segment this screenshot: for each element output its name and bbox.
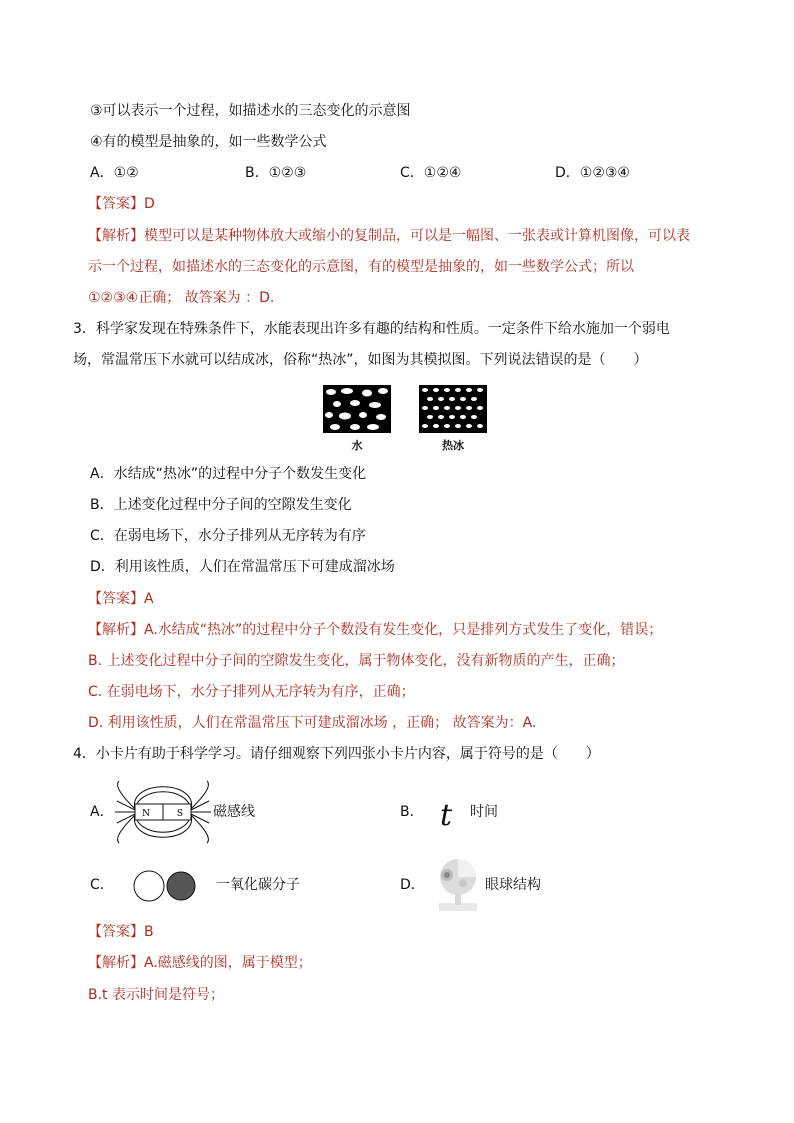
carbon-monoxide-molecule-image (132, 869, 198, 903)
q3-analysis-line-1: 【解析】A.水结成“热冰”的过程中分子个数没有发生变化，只是排列方式发生了变化，错误； (88, 622, 663, 638)
q4-analysis-line-1: 【解析】A.磁感线的图，属于模型； (88, 955, 312, 971)
q3-stem-line-1: 3．科学家发现在特殊条件下，水能表现出许多有趣的结构和性质。一定条件下给水施加一个弱电 (73, 321, 670, 337)
hot-ice-image-label: 热冰 (442, 439, 464, 452)
q3-answer: 【答案】A (88, 591, 154, 607)
magnetic-field-lines-image (113, 779, 213, 845)
q3-stem-line-2: 场，常温常压下水就可以结成冰，俗称“热冰”，如图为其模拟图。下列说法错误的是（ ） (73, 352, 648, 368)
q3-analysis-line-4: D. 利用该性质，人们在常温常压下可建成溜冰场 ，正确； 故答案为：A. (88, 715, 537, 731)
q3-option-d: D．利用该性质，人们在常温常压下可建成溜冰场 (90, 559, 395, 575)
q4-card-b-letter: B． (400, 804, 424, 820)
q4-card-d-label: 眼球结构 (485, 877, 541, 893)
q4-card-c-label: 一氧化碳分子 (216, 877, 300, 893)
q2-option-b: B．①②③ (245, 165, 307, 181)
q2-option-c: C．①②④ (400, 165, 462, 181)
q3-option-b: B．上述变化过程中分子间的空隙发生变化 (90, 497, 352, 513)
hot-ice-image (419, 385, 487, 433)
q3-option-c: C．在弱电场下，水分子排列从无序转为有序 (90, 528, 366, 544)
q4-card-a-label: 磁感线 (213, 804, 255, 820)
q4-card-c-letter: C． (90, 877, 114, 893)
q2-item-3: ③可以表示一个过程，如描述水的三态变化的示意图 (90, 103, 411, 119)
q4-card-d-letter: D． (400, 877, 425, 893)
q2-analysis-line-2: 示一个过程，如描述水的三态变化的示意图，有的模型是抽象的，如一些数学公式；所以 (88, 259, 634, 275)
q2-option-d: D．①②③④ (555, 165, 630, 181)
magnet-n-pole-label: N (142, 809, 150, 819)
q4-analysis-line-2: B.t 表示时间是符号； (88, 987, 224, 1003)
time-symbol: t (440, 798, 453, 833)
q2-analysis-line-3: ①②③④正确； 故答案为 ：D. (88, 290, 275, 306)
water-molecule-image (323, 385, 391, 433)
q3-analysis-line-2: B. 上述变化过程中分子间的空隙发生变化，属于物体变化，没有新物质的产生，正确； (88, 653, 625, 669)
q2-item-4: ④有的模型是抽象的，如一些数学公式 (90, 134, 327, 150)
q4-card-a-letter: A． (90, 804, 114, 820)
q4-card-b-label: 时间 (470, 804, 498, 820)
q3-analysis-line-3: C. 在弱电场下，水分子排列从无序转为有序，正确； (88, 684, 415, 700)
eyeball-model-image (433, 853, 483, 913)
q2-answer: 【答案】D (88, 196, 155, 212)
q2-analysis-line-1: 【解析】模型可以是某种物体放大或缩小的复制品，可以是一幅图、一张表或计算机图像，可以表 (88, 228, 690, 244)
water-image-label: 水 (351, 439, 363, 452)
magnet-s-pole-label: S (176, 809, 184, 819)
q4-stem: 4．小卡片有助于科学学习。请仔细观察下列四张小卡片内容，属于符号的是（ ） (73, 746, 600, 762)
q4-answer: 【答案】B (88, 924, 154, 940)
q2-option-a: A．①② (90, 165, 139, 181)
q3-option-a: A．水结成“热冰”的过程中分子个数发生变化 (90, 466, 367, 482)
